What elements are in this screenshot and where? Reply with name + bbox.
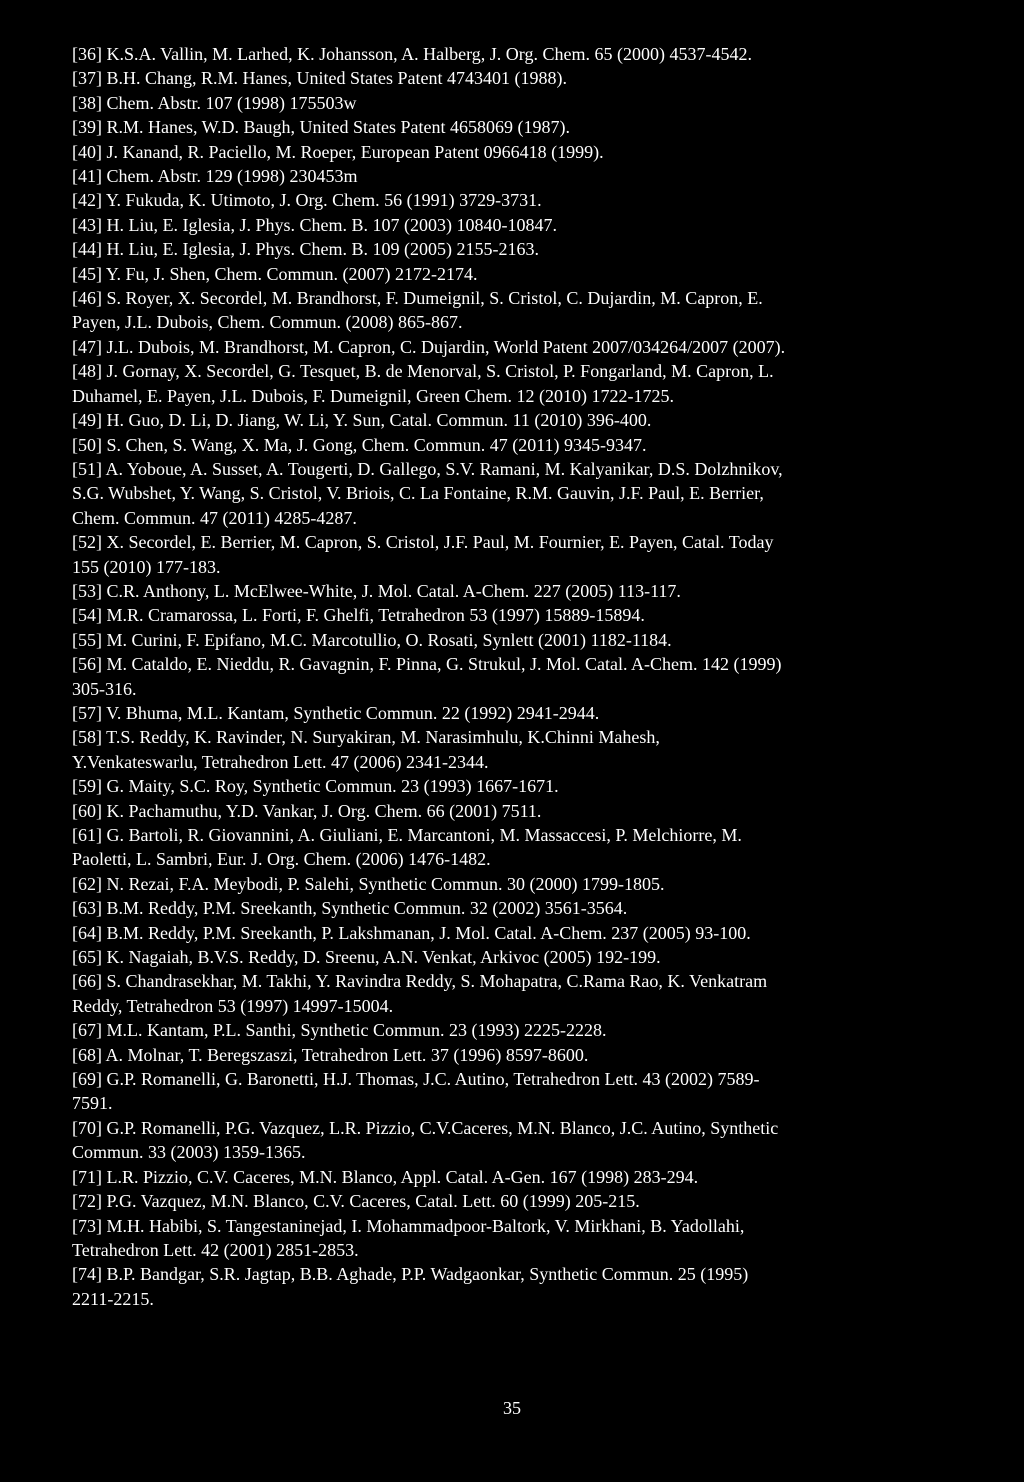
reference-entry [72,433,972,457]
reference-line: [61] G. Bartoli, R. Giovannini, A. Giuliani, E. Marcantoni, M. Massaccesi, P. Melchiorre, M. [72,825,742,845]
reference-line: [36] K.S.A. Vallin, M. Larhed, K. Johansson, A. Halberg, J. Org. Chem. 65 (2000) 4537-4542. [72,44,752,64]
reference-line: [45] Y. Fu, J. Shen, Chem. Commun. (2007) 2172-2174. [72,263,478,284]
reference-entry [72,359,972,408]
reference-line: [56] M. Cataldo, E. Nieddu, R. Gavagnin, F. Pinna, G. Strukul, J. Mol. Catal. A-Chem. 142 (1999) [72,654,782,675]
reference-entry [72,408,972,432]
reference-line: [40] J. Kanand, R. Paciello, M. Roeper, European Patent 0966418 (1999). [72,141,604,162]
reference-line: 7591. [72,1093,113,1114]
reference-line: [68] A. Molnar, T. Beregszaszi, Tetrahedron Lett. 37 (1996) 8597-8600. [72,1044,589,1065]
reference-line: [70] G.P. Romanelli, P.G. Vazquez, L.R. Pizzio, C.V.Caceres, M.N. Blanco, J.C. Autino, Synthetic [72,1117,779,1138]
reference-line: [64] B.M. Reddy, P.M. Sreekanth, P. Lakshmanan, J. Mol. Catal. A-Chem. 237 (2005) 93-100. [72,922,751,943]
reference-entry [72,628,972,652]
reference-line: [49] H. Guo, D. Li, D. Jiang, W. Li, Y. Sun, Catal. Commun. 11 (2010) 396-400. [72,410,652,431]
reference-line: 2211-2215. [72,1288,154,1309]
reference-line: [38] Chem. Abstr. 107 (1998) 175503w [72,92,357,113]
reference-line: [43] H. Liu, E. Iglesia, J. Phys. Chem. B. 107 (2003) 10840-10847. [72,214,557,235]
reference-entry [72,42,972,66]
reference-entry [72,872,972,896]
reference-line: [51] A. Yoboue, A. Susset, A. Tougerti, D. Gallego, S.V. Ramani, M. Kalyanikar, D.S. Dolzhnikov, [72,458,783,479]
reference-entry [72,603,972,627]
reference-line: [44] H. Liu, E. Iglesia, J. Phys. Chem. B. 109 (2005) 2155-2163. [72,239,539,260]
reference-line: [48] J. Gornay, X. Secordel, G. Tesquet, B. de Menorval, S. Cristol, P. Fongarland, M. Capron, L. [72,361,774,382]
reference-entry [72,945,972,969]
reference-entry [72,652,972,701]
reference-entry [72,140,972,164]
reference-entry [72,725,972,774]
reference-entry [72,799,972,823]
reference-line: Payen, J.L. Dubois, Chem. Commun. (2008) 865-867. [72,312,463,333]
reference-entry [72,1116,972,1165]
reference-line: [55] M. Curini, F. Epifano, M.C. Marcotullio, O. Rosati, Synlett (2001) 1182-1184. [72,629,672,650]
reference-line: 305-316. [72,678,137,699]
reference-entry [72,1189,972,1213]
reference-entry [72,701,972,725]
reference-entry [72,896,972,920]
reference-line: [74] B.P. Bandgar, S.R. Jagtap, B.B. Aghade, P.P. Wadgaonkar, Synthetic Commun. 25 (1995) [72,1264,749,1285]
reference-entry [72,1165,972,1189]
reference-line: [72] P.G. Vazquez, M.N. Blanco, C.V. Caceres, Catal. Lett. 60 (1999) 205-215. [72,1191,640,1212]
reference-line: [52] X. Secordel, E. Berrier, M. Capron, S. Cristol, J.F. Paul, M. Fournier, E. Payen, Catal. Today [72,532,774,553]
reference-line: [50] S. Chen, S. Wang, X. Ma, J. Gong, Chem. Commun. 47 (2011) 9345-9347. [72,434,647,455]
reference-line: [42] Y. Fukuda, K. Utimoto, J. Org. Chem. 56 (1991) 3729-3731. [72,190,542,211]
reference-line: [46] S. Royer, X. Secordel, M. Brandhorst, F. Dumeignil, S. Cristol, C. Dujardin, M. Capron, E. [72,288,763,309]
reference-entry [72,1018,972,1042]
reference-line: Tetrahedron Lett. 42 (2001) 2851-2853. [72,1239,359,1260]
reference-entry [72,213,972,237]
reference-line: [37] B.H. Chang, R.M. Hanes, United States Patent 4743401 (1988). [72,68,567,89]
reference-line: [60] K. Pachamuthu, Y.D. Vankar, J. Org. Chem. 66 (2001) 7511. [72,800,542,821]
reference-line: [41] Chem. Abstr. 129 (1998) 230453m [72,166,358,187]
reference-entry [72,188,972,212]
reference-entry [72,1214,972,1263]
reference-entry [72,115,972,139]
reference-line: [58] T.S. Reddy, K. Ravinder, N. Suryakiran, M. Narasimhulu, K.Chinni Mahesh, [72,727,660,748]
reference-line: [62] N. Rezai, F.A. Meybodi, P. Salehi, Synthetic Commun. 30 (2000) 1799-1805. [72,873,665,894]
reference-entry [72,823,972,872]
reference-entry [72,774,972,798]
reference-line: S.G. Wubshet, Y. Wang, S. Cristol, V. Briois, C. La Fontaine, R.M. Gauvin, J.F. Paul, E. Berrier, [72,483,764,504]
reference-line: [59] G. Maity, S.C. Roy, Synthetic Commun. 23 (1993) 1667-1671. [72,776,559,797]
reference-line: [69] G.P. Romanelli, G. Baronetti, H.J. Thomas, J.C. Autino, Tetrahedron Lett. 43 (2002) 7589- [72,1069,760,1090]
reference-line: 155 (2010) 177-183. [72,556,221,577]
reference-line: Commun. 33 (2003) 1359-1365. [72,1142,306,1163]
reference-line: Paoletti, L. Sambri, Eur. J. Org. Chem. (2006) 1476-1482. [72,849,491,870]
reference-line: [65] K. Nagaiah, B.V.S. Reddy, D. Sreenu, A.N. Venkat, Arkivoc (2005) 192-199. [72,947,661,968]
reference-line: Duhamel, E. Payen, J.L. Dubois, F. Dumeignil, Green Chem. 12 (2010) 1722-1725. [72,385,674,406]
reference-line: Chem. Commun. 47 (2011) 4285-4287. [72,507,357,528]
reference-line: [47] J.L. Dubois, M. Brandhorst, M. Capron, C. Dujardin, World Patent 2007/034264/2007 (2007). [72,336,786,357]
reference-entry [72,237,972,261]
reference-line: [39] R.M. Hanes, W.D. Baugh, United States Patent 4658069 (1987). [72,117,570,138]
reference-entry [72,164,972,188]
reference-line: [53] C.R. Anthony, L. McElwee-White, J. Mol. Catal. A-Chem. 227 (2005) 113-117. [72,580,681,601]
reference-line: [57] V. Bhuma, M.L. Kantam, Synthetic Commun. 22 (1992) 2941-2944. [72,702,600,723]
reference-line: Y.Venkateswarlu, Tetrahedron Lett. 47 (2006) 2341-2344. [72,751,489,772]
reference-entry [72,262,972,286]
reference-entry [72,530,972,579]
reference-line: [71] L.R. Pizzio, C.V. Caceres, M.N. Blanco, Appl. Catal. A-Gen. 167 (1998) 283-294. [72,1166,699,1187]
reference-entry [72,91,972,115]
reference-entry [72,1043,972,1067]
reference-entry [72,1067,972,1116]
reference-line: [54] M.R. Cramarossa, L. Forti, F. Ghelfi, Tetrahedron 53 (1997) 15889-15894. [72,605,645,626]
reference-entry [72,457,972,530]
reference-list [72,42,972,1311]
reference-entry [72,579,972,603]
page-number: 35 [503,1398,521,1418]
reference-entry [72,66,972,90]
reference-line: [73] M.H. Habibi, S. Tangestaninejad, I. Mohammadpoor-Baltork, V. Mirkhani, B. Yadollahi, [72,1215,745,1236]
reference-line: Reddy, Tetrahedron 53 (1997) 14997-15004. [72,995,394,1016]
reference-entry [72,1262,972,1311]
reference-entry [72,335,972,359]
reference-line: [66] S. Chandrasekhar, M. Takhi, Y. Ravindra Reddy, S. Mohapatra, C.Rama Rao, K. Venkatram [72,971,768,992]
reference-entry [72,921,972,945]
reference-line: [67] M.L. Kantam, P.L. Santhi, Synthetic Commun. 23 (1993) 2225-2228. [72,1020,607,1041]
reference-entry [72,969,972,1018]
reference-line: [63] B.M. Reddy, P.M. Sreekanth, Synthetic Commun. 32 (2002) 3561-3564. [72,898,628,919]
reference-entry [72,286,972,335]
